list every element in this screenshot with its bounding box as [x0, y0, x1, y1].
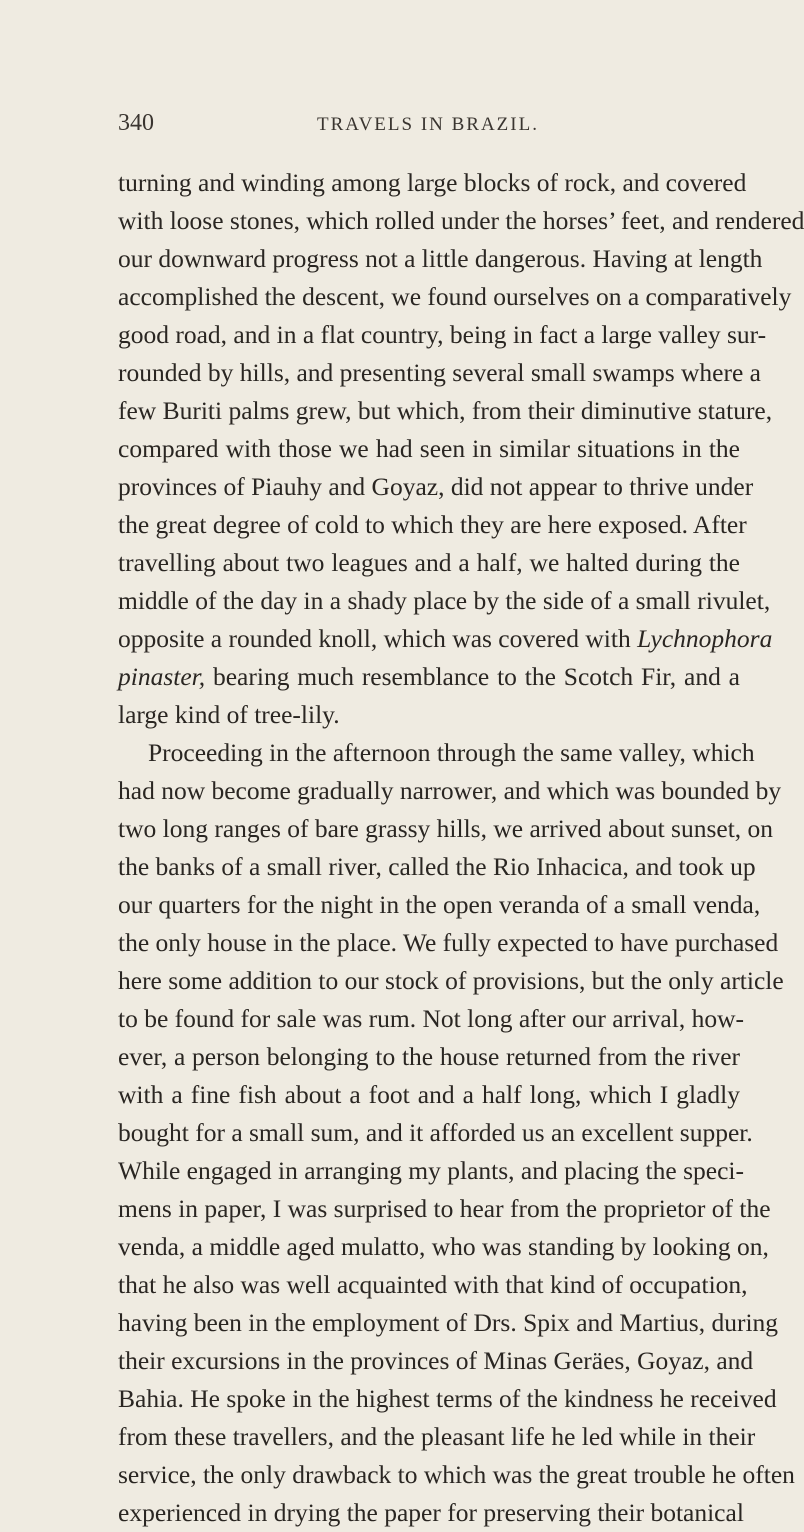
text-line: our quarters for the night in the open veranda of a small venda,	[118, 890, 761, 919]
text-line: with a fine fish about a foot and a half long, which I gladly	[118, 1080, 740, 1109]
italic-genus: Lychnophora	[637, 624, 773, 653]
text-line: bought for a small sum, and it afforded us an excellent supper.	[118, 1118, 753, 1147]
text-line: that he also was well acquainted with that kind of occupation,	[118, 1270, 748, 1299]
text-line: here some addition to our stock of provisions, but the only article	[118, 966, 784, 995]
body-text	[118, 164, 804, 1532]
text-line: accomplished the descent, we found ourselves on a comparatively	[118, 282, 792, 311]
text-line: experienced in drying the paper for preserving their botanical	[118, 1498, 744, 1527]
text-line: few Buriti palms grew, but which, from their diminutive stature,	[118, 396, 773, 425]
text-line: having been in the employment of Drs. Spix and Martius, during	[118, 1308, 779, 1337]
page-number: 340	[118, 110, 154, 136]
text-line: the great degree of cold to which they are here exposed. After	[118, 510, 747, 539]
text-line: the only house in the place. We fully expected to have purchased	[118, 928, 779, 957]
text-line: mens in paper, I was surprised to hear from the proprietor of the	[118, 1194, 771, 1223]
text-line: travelling about two leagues and a half, we halted during the	[118, 548, 740, 577]
text-line: large kind of tree-lily.	[118, 700, 340, 729]
text-line: the banks of a small river, called the Rio Inhacica, and took up	[118, 852, 756, 881]
text-line: provinces of Piauhy and Goyaz, did not appear to thrive under	[118, 472, 754, 501]
text-line: ever, a person belonging to the house returned from the river	[118, 1042, 740, 1071]
text-fragment: opposite a rounded knoll, which was covered with	[118, 624, 631, 653]
text-line: two long ranges of bare grassy hills, we arrived about sunset, on	[118, 814, 774, 843]
text-line: with loose stones, which rolled under the horses’ feet, and rendered	[118, 206, 804, 235]
text-line-with-italic	[118, 658, 740, 696]
text-line: our downward progress not a little dangerous. Having at length	[118, 244, 763, 273]
text-line: had now become gradually narrower, and which was bounded by	[118, 776, 782, 805]
text-fragment: bearing much resemblance to the Scotch Fir, and a	[205, 662, 740, 691]
text-line: their excursions in the provinces of Minas Geräes, Goyaz, and	[118, 1346, 754, 1375]
italic-species: pinaster,	[118, 662, 206, 691]
paragraph-start: Proceeding in the afternoon through the same valley, which	[148, 738, 755, 767]
text-line: good road, and in a flat country, being in fact a large valley sur-	[118, 320, 767, 349]
text-line: turning and winding among large blocks of rock, and covered	[118, 168, 747, 197]
text-line: service, the only drawback to which was the great trouble he often	[118, 1460, 795, 1489]
running-title: TRAVELS IN BRAZIL.	[317, 114, 539, 135]
text-line: venda, a middle aged mulatto, who was standing by looking on,	[118, 1232, 769, 1261]
text-line: from these travellers, and the pleasant life he led while in their	[118, 1422, 756, 1451]
text-line-with-italic	[118, 620, 773, 658]
text-line: Bahia. He spoke in the highest terms of the kindness he received	[118, 1384, 777, 1413]
text-line: While engaged in arranging my plants, and placing the speci-	[118, 1156, 744, 1185]
running-head	[118, 110, 738, 144]
text-line: rounded by hills, and presenting several small swamps where a	[118, 358, 762, 387]
text-line: to be found for sale was rum. Not long after our arrival, how-	[118, 1004, 744, 1033]
text-line: middle of the day in a shady place by the side of a small rivulet,	[118, 586, 771, 615]
text-line: compared with those we had seen in similar situations in the	[118, 434, 740, 463]
